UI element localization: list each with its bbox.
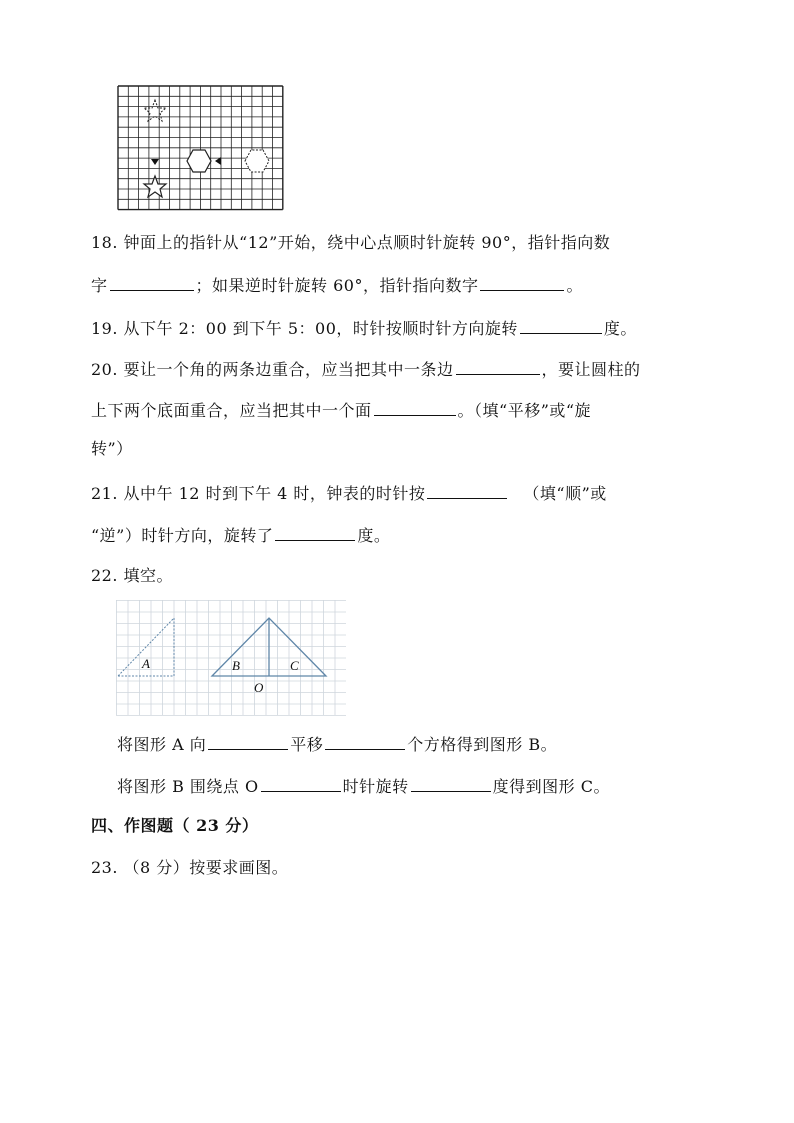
q20-answer-blank-1[interactable] <box>456 358 540 375</box>
q18-answer-blank-2[interactable] <box>480 274 564 291</box>
q21-text-b: （填“顺”或 <box>523 484 607 503</box>
q19-line <box>91 317 637 339</box>
q22-text-c: 个方格得到图形 B。 <box>407 735 558 754</box>
square-grid <box>118 86 283 210</box>
light-square-grid <box>116 600 346 716</box>
q19-text-b: 度。 <box>603 319 637 338</box>
label-b: B <box>232 658 240 673</box>
q23-text: 23. （8 分）按要求画图。 <box>91 858 289 877</box>
q20-answer-blank-2[interactable] <box>374 399 456 416</box>
q20-text-c: 上下两个底面重合，应当把其中一个面 <box>91 401 372 420</box>
q22-text-a: 将图形 A 向 <box>117 735 207 754</box>
q22-text-e: 时针旋转 <box>342 777 409 796</box>
q22-line2 <box>117 775 610 797</box>
solid-star-icon <box>144 176 166 197</box>
q19-text-a: 19. 从下午 2：00 到下午 5：00，时针按顺时针方向旋转 <box>91 319 518 338</box>
q22-line1 <box>117 733 557 755</box>
q21-text-c: “逆”）时针方向，旋转了 <box>91 526 274 545</box>
section-4-heading: 四、作图题（ 23 分） <box>91 816 259 835</box>
q18-text-b: ；如果逆时针旋转 60°，指针指向数字 <box>195 276 479 295</box>
down-arrow-icon <box>151 159 159 165</box>
q20-line3: 转”） <box>91 439 133 458</box>
label-c: C <box>290 658 299 673</box>
q18-answer-blank-1[interactable] <box>110 274 194 291</box>
q20-text-b: ，要让圆柱的 <box>541 360 641 379</box>
q18-text-c: 。 <box>566 276 583 295</box>
q20-line2 <box>91 399 591 421</box>
q20-text-d: 。（填“平移”或“旋 <box>457 401 592 420</box>
q20-text-a: 20. 要让一个角的两条边重合，应当把其中一条边 <box>91 360 454 379</box>
dashed-star-icon <box>144 100 166 121</box>
q21-answer-blank-1[interactable] <box>427 482 507 499</box>
q22-answer-blank-4[interactable] <box>411 775 491 792</box>
q22-text-d: 将图形 B 围绕点 O <box>117 777 259 796</box>
q18-line2 <box>91 274 583 296</box>
label-o: O <box>254 680 264 695</box>
grid-figure-stars-hexagons <box>117 85 285 213</box>
q19-answer-blank[interactable] <box>520 317 602 334</box>
q22-text-b: 平移 <box>290 735 324 754</box>
q21-text-d: 度。 <box>357 526 391 545</box>
q20-line1 <box>91 358 641 380</box>
q22-title: 22. 填空。 <box>91 566 174 585</box>
q22-answer-blank-3[interactable] <box>261 775 341 792</box>
q21-line2 <box>91 524 390 546</box>
solid-hexagon-icon <box>187 150 211 172</box>
q18-text-a: 字 <box>91 276 108 295</box>
q21-text-a: 21. 从中午 12 时到下午 4 时，钟表的时针按 <box>91 484 426 503</box>
q22-answer-blank-2[interactable] <box>325 733 405 750</box>
q22-text-f: 度得到图形 C。 <box>492 777 610 796</box>
label-a: A <box>142 656 150 671</box>
q18-line1: 18. 钟面上的指针从“12”开始，绕中心点顺时针旋转 90°，指针指向数 <box>91 233 611 252</box>
q22-answer-blank-1[interactable] <box>208 733 288 750</box>
q21-answer-blank-2[interactable] <box>275 524 355 541</box>
q21-line1 <box>91 482 607 504</box>
grid-figure-triangles <box>116 600 346 716</box>
